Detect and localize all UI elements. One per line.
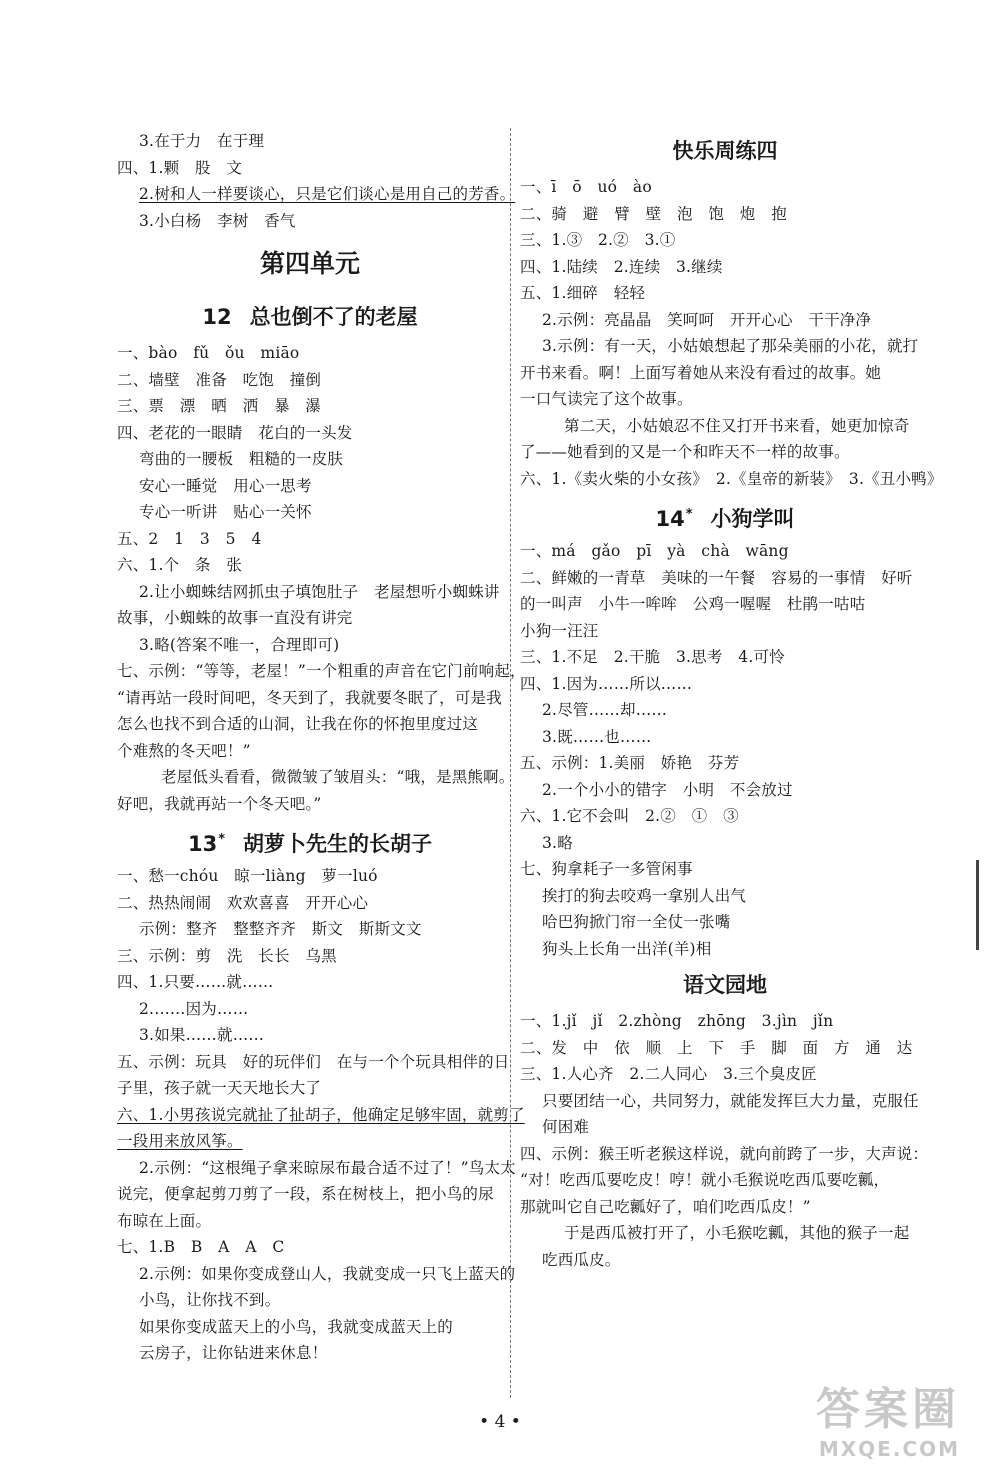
answer-line: 怎么也找不到合适的山洞，让我在你的怀抱里度过这 — [117, 715, 479, 733]
answer-line: 子里，孩子就一天天地长大了 — [117, 1079, 322, 1097]
answer-line: 2.尽管……却…… — [542, 701, 668, 719]
answer-line: “对！吃西瓜要吃皮！哼！就小毛猴说吃西瓜要吃瓤， — [520, 1171, 890, 1189]
answer-line: 四、1.只要……就…… — [117, 973, 274, 991]
scan-edge-mark — [976, 860, 979, 950]
answer-line: 2.树和人一样要谈心，只是它们谈心是用自己的芳香。 — [139, 185, 516, 203]
answer-line: 2.让小蜘蛛结网抓虫子填饱肚子 老屋想听小蜘蛛讲 — [139, 582, 500, 601]
answer-line: 六、1.小男孩说完就扯了扯胡子，他确定足够牢固，就剪了 — [117, 1105, 525, 1124]
lesson-14-answers — [520, 538, 930, 962]
answer-line: 二、鲜嫩的一青草 美味的一午餐 容易的一事情 好听 — [520, 568, 913, 587]
answer-line: 六、1.《卖火柴的小女孩》 2.《皇帝的新装》 3.《丑小鸭》 — [520, 469, 943, 488]
right-column — [520, 128, 943, 1273]
answer-line: 六、1.它不会叫 2.② ① ③ — [520, 807, 739, 825]
answer-line: 五、示例：1.美丽 娇艳 芬芳 — [520, 754, 740, 772]
answer-line: 四、1.陆续 2.连续 3.继续 — [520, 257, 723, 276]
lesson-name: 总也倒不了的老屋 — [249, 305, 418, 329]
answer-line: 安心一睡觉 用心一思考 — [139, 476, 312, 495]
answer-line: 一段用来放风筝。 — [117, 1132, 243, 1150]
answer-line: 示例：整齐 整整齐齐 斯文 斯斯文文 — [139, 920, 422, 938]
unit-title: 第四单元 — [259, 249, 360, 278]
pre-section — [117, 128, 516, 234]
answer-line: “请再站一段时间吧，冬天到了，我就要冬眠了，可是我 — [117, 688, 502, 707]
answer-line: 二、骑 避 臂 壁 泡 饱 炮 抱 — [520, 204, 787, 223]
answer-line: 3.小白杨 李树 香气 — [139, 211, 296, 230]
lesson-name: 小狗学叫 — [710, 507, 795, 531]
answer-line: 3.如果……就…… — [139, 1026, 265, 1044]
lesson-number: 12 — [202, 305, 232, 329]
answer-line: 3.在于力 在于理 — [139, 132, 265, 150]
answer-line: 三、1.③ 2.② 3.① — [520, 231, 676, 249]
answer-line: 四、1.因为……所以…… — [520, 674, 693, 693]
answer-line: 只要团结一心，共同努力，就能发挥巨大力量，克服任 — [542, 1091, 919, 1110]
answer-line: 三、1.人心齐 2.二人同心 3.三个臭皮匠 — [520, 1065, 817, 1083]
answer-line: 哈巴狗掀门帘一全仗一张嘴 — [542, 913, 731, 931]
answer-line: 一口气读完了这个故事。 — [520, 390, 693, 408]
answer-line: 故事，小蜘蛛的故事一直没有讲完 — [117, 609, 353, 627]
answer-line: 六、1.个 条 张 — [117, 556, 243, 574]
lesson-13-title — [117, 817, 503, 863]
left-column — [117, 128, 526, 1367]
weekly-practice-title: 快乐周练四 — [672, 139, 778, 163]
answer-line: 好吧，我就再站一个冬天吧。” — [117, 794, 322, 813]
answer-line: 三、1.不足 2.干脆 3.思考 4.可怜 — [520, 648, 785, 666]
answer-line: 三、票 漂 晒 洒 暴 瀑 — [117, 397, 322, 415]
answer-line: 何困难 — [542, 1118, 590, 1136]
answer-line: 专心一听讲 贴心一关怀 — [139, 503, 312, 521]
watermark-text: 答案圈 — [816, 1384, 960, 1435]
lesson-name: 胡萝卜先生的长胡子 — [243, 832, 433, 856]
answer-line: 五、示例：玩具 好的玩伴们 在与一个个玩具相伴的日 — [117, 1052, 510, 1071]
answer-line: 3.既……也…… — [542, 727, 652, 746]
answer-line: 七、1.B B A A C — [117, 1238, 285, 1256]
weekly-practice-answers — [520, 174, 943, 492]
answer-line: 三、示例：剪 洗 长长 乌黑 — [117, 946, 337, 965]
answer-line: 挨打的狗去咬鸡一拿别人出气 — [542, 886, 747, 905]
answer-line: 小鸟，让你找不到。 — [139, 1291, 281, 1309]
answer-line: 说完，便拿起剪刀剪了一段，系在树枝上，把小鸟的尿 — [117, 1185, 494, 1203]
answer-line: 七、示例：“等等，老屋！”一个粗重的声音在它门前响起， — [117, 662, 526, 680]
watermark-logo — [816, 1373, 960, 1461]
answer-line: 五、1.细碎 轻轻 — [520, 284, 646, 302]
answer-line: 2.……因为…… — [139, 999, 249, 1018]
lesson-number: 14* — [655, 507, 693, 531]
answer-line: 2.示例：“这根绳子拿来晾尿布最合适不过了！”鸟太太 — [139, 1158, 516, 1177]
answer-line: 老屋低头看看，微微皱了皱眉头：“哦，是黑熊啊。 — [161, 768, 515, 786]
answer-line: 2.示例：如果你变成登山人，我就变成一只飞上蓝天的 — [139, 1264, 516, 1283]
answer-line: 于是西瓜被打开了，小毛猴吃瓤，其他的猴子一起 — [564, 1224, 910, 1242]
answer-line: 2.一个小小的错字 小明 不会放过 — [542, 780, 793, 799]
optional-star: * — [685, 507, 693, 522]
answer-line: 个难熬的冬天吧！” — [117, 741, 251, 760]
answer-line: 一、ī ō uó ào — [520, 178, 652, 196]
answer-line: 四、老花的一眼睛 花白的一头发 — [117, 423, 353, 442]
answer-line: 二、墙壁 准备 吃饱 撞倒 — [117, 370, 322, 389]
answer-line: 布晾在上面。 — [117, 1211, 212, 1230]
answer-line: 一、1.jǐ jǐ 2.zhòng zhōng 3.jìn jǐn — [520, 1012, 834, 1030]
answer-line: 2.示例：亮晶晶 笑呵呵 开开心心 干干净净 — [542, 310, 872, 329]
chinese-garden-title: 语文园地 — [683, 973, 767, 997]
page-number: • 4 • — [479, 1412, 521, 1432]
answer-line: 了——她看到的又是一个和昨天不一样的故事。 — [520, 443, 850, 461]
answer-line: 云房子，让你钻进来休息！ — [139, 1344, 328, 1362]
answer-line: 四、1.颗 股 文 — [117, 158, 243, 177]
answer-line: 开书来看。啊！上面写着她从来没有看过的故事。她 — [520, 363, 882, 382]
watermark-url: MXQE.COM — [818, 1437, 960, 1461]
answer-line: 二、发 中 依 顺 上 下 手 脚 面 方 通 达 — [520, 1038, 913, 1057]
answer-line: 一、má gǎo pī yà chà wāng — [520, 542, 789, 560]
optional-star: * — [218, 832, 226, 847]
lesson-number: 13* — [187, 832, 226, 856]
lesson-14-title — [520, 492, 930, 538]
lesson-12-answers — [117, 340, 526, 817]
answer-line: 3.示例：有一天，小姑娘想起了那朵美丽的小花，就打 — [542, 337, 919, 355]
answer-line: 那就叫它自己吃瓤好了，咱们吃西瓜皮！” — [520, 1197, 811, 1216]
answer-line: 小狗一汪汪 — [520, 621, 599, 640]
answer-line: 如果你变成蓝天上的小鸟，我就变成蓝天上的 — [139, 1317, 454, 1336]
chinese-garden-answers — [520, 1008, 930, 1273]
lesson-13-answers — [117, 863, 525, 1367]
answer-line: 四、示例：猴王听老猴这样说，就向前跨了一步，大声说： — [520, 1144, 929, 1163]
answer-line: 二、热热闹闹 欢欢喜喜 开开心心 — [117, 893, 369, 912]
answer-line: 的一叫声 小牛一哞哞 公鸡一喔喔 杜鹃一咕咕 — [520, 595, 866, 613]
answer-line: 弯曲的一腰板 粗糙的一皮肤 — [139, 450, 344, 468]
answer-line: 五、2 1 3 5 4 — [117, 529, 262, 548]
answer-line: 吃西瓜皮。 — [542, 1250, 621, 1269]
lesson-12-title — [117, 294, 503, 340]
answer-line: 狗头上长角一出洋(羊)相 — [542, 939, 712, 958]
answer-line: 3.略 — [542, 833, 573, 852]
column-divider — [510, 128, 511, 1398]
answer-line: 一、bào fǔ ǒu miāo — [117, 344, 300, 362]
answer-line: 七、狗拿耗子一多管闲事 — [520, 860, 693, 878]
answer-line: 3.略(答案不唯一，合理即可) — [139, 635, 340, 654]
answer-line: 一、愁一chóu 晾一liàng 萝一luó — [117, 867, 378, 885]
answer-line: 第二天，小姑娘忍不住又打开书来看，她更加惊奇 — [564, 416, 910, 435]
